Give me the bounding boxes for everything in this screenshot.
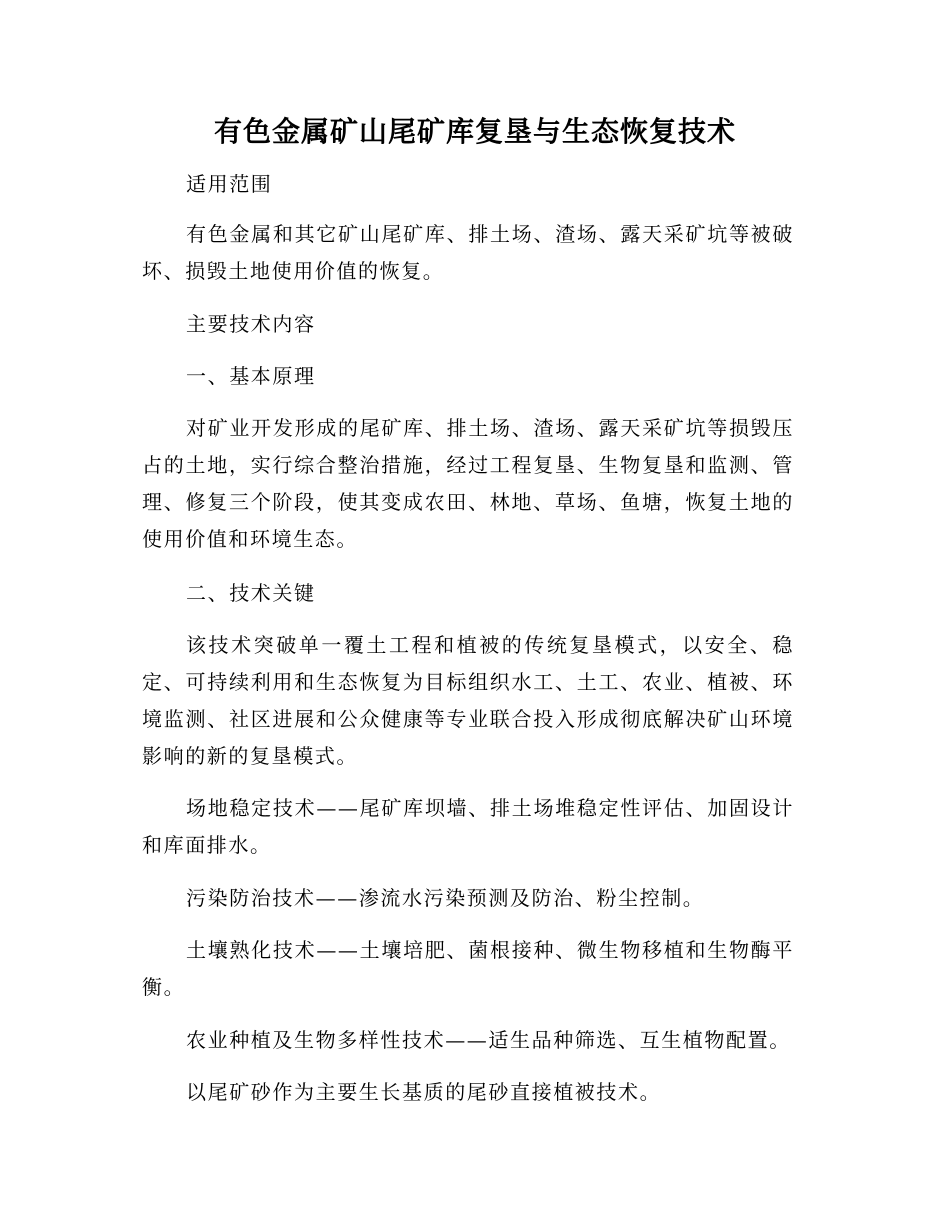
soil-maturation-paragraph: 土壤熟化技术——土壤培肥、菌根接种、微生物移植和生物酶平衡。 [142,938,794,999]
scope-heading: 适用范围 [186,172,273,196]
section-2-paragraph: 该技术突破单一覆土工程和植被的传统复垦模式，以安全、稳定、可持续利用和生态恢复为目标组织水工、土工、农业、植被、环境监测、社区进展和公众健康等专业联合投入形成彻底解决矿山环境影响的新的复垦模式。 [142,633,794,768]
tailings-planting-paragraph: 以尾矿砂作为主要生长基质的尾砂直接植被技术。 [186,1080,662,1104]
section-1-paragraph: 对矿业开发形成的尾矿库、排土场、渣场、露天采矿坑等损毁压占的土地，实行综合整治措施，经过工程复垦、生物复垦和监测、管理、修复三个阶段，使其变成农田、林地、草场、鱼塘，恢复土地的使用价值和环境生态。 [142,416,794,551]
scope-paragraph: 有色金属和其它矿山尾矿库、排土场、渣场、露天采矿坑等被破坏、损毁土地使用价值的恢复。 [142,222,794,283]
section-2-heading: 二、技术关键 [186,581,316,605]
agri-biodiversity-paragraph: 农业种植及生物多样性技术——适生品种筛选、互生植物配置。 [186,1028,791,1052]
main-content-heading: 主要技术内容 [186,312,316,336]
section-1-heading: 一、基本原理 [186,364,316,388]
site-stability-paragraph: 场地稳定技术——尾矿库坝墙、排土场堆稳定性评估、加固设计和库面排水。 [142,796,794,857]
pollution-control-paragraph: 污染防治技术——渗流水污染预测及防治、粉尘控制。 [186,886,705,910]
document-title: 有色金属矿山尾矿库复垦与生态恢复技术 [213,115,736,148]
